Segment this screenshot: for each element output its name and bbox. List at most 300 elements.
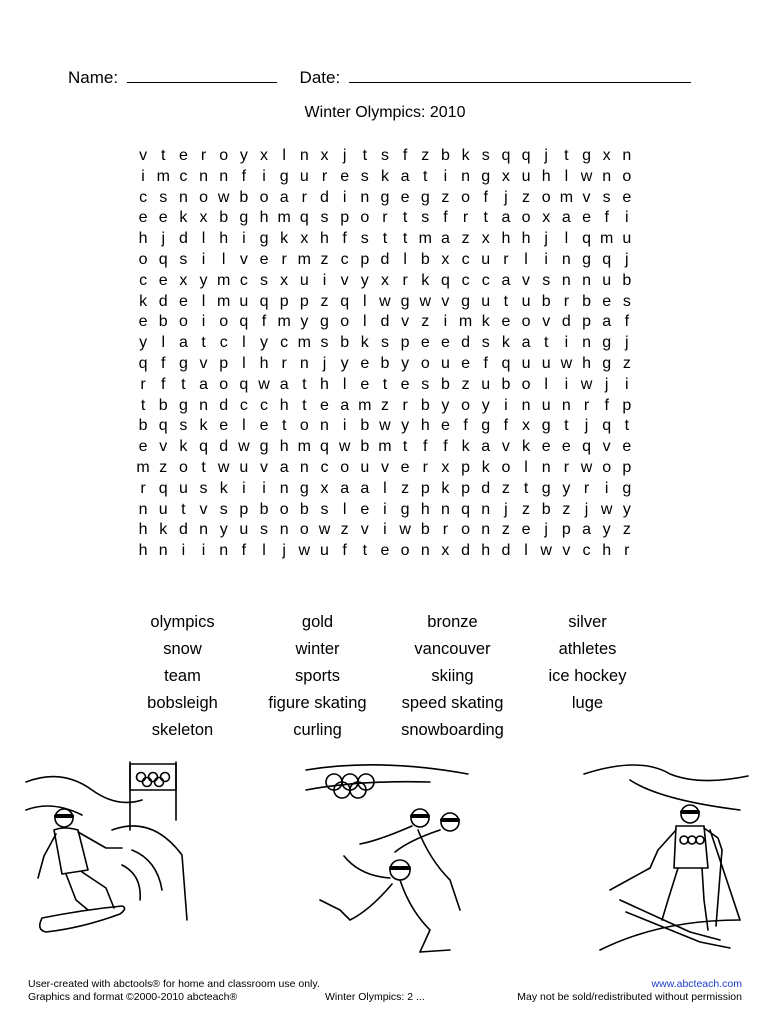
grid-letter[interactable]: v — [139, 147, 148, 164]
grid-letter[interactable]: b — [541, 500, 551, 518]
grid-letter[interactable]: v — [199, 354, 208, 372]
grid-letter[interactable]: q — [158, 479, 168, 497]
grid-letter[interactable]: n — [582, 334, 591, 352]
grid-letter[interactable]: q — [501, 354, 511, 372]
grid-letter[interactable]: e — [340, 167, 350, 185]
grid-letter[interactable]: e — [259, 250, 269, 268]
grid-letter[interactable]: j — [604, 375, 609, 393]
grid-letter[interactable]: z — [501, 479, 510, 497]
grid-letter[interactable]: q — [602, 250, 612, 268]
grid-letter[interactable]: j — [322, 354, 327, 372]
grid-letter[interactable]: h — [541, 167, 551, 185]
grid-letter[interactable]: y — [602, 521, 611, 539]
grid-letter[interactable]: b — [440, 375, 450, 393]
grid-letter[interactable]: a — [400, 167, 410, 185]
grid-letter[interactable]: j — [584, 417, 589, 435]
grid-letter[interactable]: s — [260, 271, 269, 289]
grid-letter[interactable]: w — [580, 375, 593, 393]
grid-letter[interactable]: f — [503, 417, 509, 435]
grid-letter[interactable]: a — [279, 458, 289, 476]
grid-letter[interactable]: l — [201, 230, 206, 248]
grid-letter[interactable]: l — [524, 458, 528, 476]
grid-letter[interactable]: k — [280, 230, 289, 248]
grid-letter[interactable]: t — [201, 458, 206, 476]
grid-letter[interactable]: e — [320, 396, 329, 414]
grid-letter[interactable]: i — [201, 250, 206, 268]
grid-letter[interactable]: x — [602, 147, 611, 164]
grid-letter[interactable]: x — [320, 479, 329, 497]
grid-letter[interactable]: q — [158, 417, 168, 435]
grid-letter[interactable]: s — [360, 167, 369, 185]
grid-letter[interactable]: a — [582, 521, 591, 539]
grid-letter[interactable]: e — [360, 375, 370, 393]
grid-letter[interactable]: t — [362, 147, 368, 164]
grid-letter[interactable]: z — [441, 188, 450, 206]
grid-letter[interactable]: c — [260, 396, 269, 414]
grid-letter[interactable]: x — [280, 271, 289, 289]
grid-letter[interactable]: l — [342, 375, 347, 393]
grid-letter[interactable]: u — [602, 271, 612, 289]
grid-letter[interactable]: b — [138, 417, 148, 435]
grid-letter[interactable]: a — [340, 479, 350, 497]
grid-letter[interactable]: t — [181, 375, 186, 393]
grid-letter[interactable]: k — [461, 147, 470, 164]
grid-letter[interactable]: f — [161, 354, 166, 372]
grid-letter[interactable]: y — [219, 521, 228, 539]
grid-letter[interactable]: y — [481, 396, 490, 414]
grid-letter[interactable]: m — [559, 188, 574, 206]
grid-letter[interactable]: j — [504, 188, 508, 206]
grid-letter[interactable]: w — [379, 417, 391, 435]
grid-letter[interactable]: g — [259, 438, 269, 456]
grid-letter[interactable]: c — [179, 167, 188, 185]
grid-letter[interactable]: j — [625, 334, 629, 352]
grid-letter[interactable]: a — [501, 209, 511, 227]
grid-letter[interactable]: t — [302, 375, 307, 393]
grid-letter[interactable]: y — [401, 417, 410, 435]
grid-letter[interactable]: g — [622, 479, 632, 497]
grid-letter[interactable]: f — [604, 396, 609, 414]
grid-letter[interactable]: u — [521, 292, 531, 310]
grid-letter[interactable]: z — [320, 292, 329, 310]
grid-letter[interactable]: p — [461, 458, 471, 476]
grid-letter[interactable]: z — [421, 313, 430, 331]
grid-letter[interactable]: y — [340, 354, 349, 372]
grid-letter[interactable]: j — [544, 230, 548, 248]
grid-letter[interactable]: t — [483, 209, 488, 227]
grid-letter[interactable]: r — [402, 271, 408, 289]
grid-letter[interactable]: e — [219, 417, 229, 435]
grid-letter[interactable]: n — [622, 147, 632, 164]
grid-letter[interactable]: h — [219, 230, 229, 248]
grid-letter[interactable]: c — [340, 250, 349, 268]
grid-letter[interactable]: b — [420, 250, 430, 268]
grid-letter[interactable]: c — [139, 188, 148, 206]
grid-letter[interactable]: q — [199, 438, 208, 456]
grid-letter[interactable]: t — [281, 417, 287, 435]
grid-letter[interactable]: g — [299, 479, 309, 497]
grid-letter[interactable]: b — [360, 417, 370, 435]
grid-letter[interactable]: y — [562, 479, 571, 497]
grid-letter[interactable]: p — [561, 521, 571, 539]
grid-letter[interactable]: w — [560, 354, 573, 372]
grid-letter[interactable]: x — [199, 209, 208, 227]
grid-letter[interactable]: a — [178, 334, 188, 352]
grid-letter[interactable]: o — [602, 458, 612, 476]
grid-letter[interactable]: c — [219, 334, 228, 352]
grid-letter[interactable]: a — [561, 209, 571, 227]
grid-letter[interactable]: s — [199, 479, 208, 497]
grid-letter[interactable]: n — [299, 458, 309, 476]
grid-letter[interactable]: s — [481, 334, 490, 352]
grid-letter[interactable]: a — [481, 438, 491, 456]
grid-letter[interactable]: l — [564, 230, 569, 248]
grid-letter[interactable]: o — [461, 521, 471, 539]
grid-letter[interactable]: n — [219, 542, 229, 560]
grid-letter[interactable]: m — [136, 458, 150, 476]
grid-letter[interactable]: l — [242, 354, 246, 372]
grid-letter[interactable]: m — [277, 313, 291, 331]
grid-letter[interactable]: n — [521, 396, 531, 414]
grid-letter[interactable]: z — [380, 396, 389, 414]
grid-letter[interactable]: v — [360, 521, 369, 539]
grid-letter[interactable]: r — [583, 396, 590, 414]
grid-letter[interactable]: f — [402, 147, 408, 164]
grid-letter[interactable]: h — [320, 375, 329, 393]
grid-letter[interactable]: n — [299, 354, 309, 372]
grid-letter[interactable]: u — [541, 396, 551, 414]
grid-letter[interactable]: z — [522, 188, 531, 206]
grid-letter[interactable]: w — [298, 542, 311, 560]
grid-letter[interactable]: z — [340, 521, 349, 539]
grid-letter[interactable]: r — [422, 458, 428, 476]
grid-letter[interactable]: e — [461, 354, 471, 372]
grid-letter[interactable]: e — [582, 209, 591, 227]
grid-letter[interactable]: i — [443, 313, 448, 331]
grid-letter[interactable]: x — [542, 209, 551, 227]
grid-letter[interactable]: n — [481, 500, 491, 518]
grid-letter[interactable]: g — [420, 188, 430, 206]
grid-letter[interactable]: c — [461, 250, 470, 268]
grid-letter[interactable]: o — [521, 375, 531, 393]
grid-letter[interactable]: b — [158, 396, 168, 414]
grid-letter[interactable]: r — [442, 521, 449, 539]
grid-letter[interactable]: c — [239, 271, 248, 289]
grid-letter[interactable]: i — [201, 542, 206, 560]
grid-letter[interactable]: a — [501, 271, 511, 289]
grid-letter[interactable]: i — [322, 271, 327, 289]
grid-letter[interactable]: b — [360, 438, 370, 456]
grid-letter[interactable]: g — [541, 479, 551, 497]
grid-letter[interactable]: w — [238, 438, 250, 456]
grid-letter[interactable]: e — [602, 292, 612, 310]
grid-letter[interactable]: k — [179, 209, 188, 227]
grid-letter[interactable]: h — [420, 500, 430, 518]
grid-letter[interactable]: s — [159, 188, 168, 206]
grid-letter[interactable]: r — [140, 375, 146, 393]
grid-letter[interactable]: p — [239, 500, 249, 518]
grid-letter[interactable]: s — [179, 417, 188, 435]
grid-letter[interactable]: z — [622, 354, 631, 372]
grid-letter[interactable]: x — [441, 542, 450, 560]
grid-letter[interactable]: d — [561, 313, 571, 331]
grid-letter[interactable]: j — [342, 147, 347, 164]
grid-letter[interactable]: n — [178, 188, 188, 206]
grid-letter[interactable]: n — [279, 479, 289, 497]
grid-letter[interactable]: o — [259, 188, 269, 206]
grid-letter[interactable]: s — [622, 292, 631, 310]
grid-letter[interactable]: o — [420, 354, 430, 372]
grid-letter[interactable]: d — [178, 230, 188, 248]
grid-letter[interactable]: l — [524, 542, 528, 560]
grid-letter[interactable]: b — [440, 147, 450, 164]
grid-letter[interactable]: e — [380, 542, 390, 560]
grid-letter[interactable]: i — [342, 417, 347, 435]
grid-letter[interactable]: o — [501, 458, 511, 476]
grid-letter[interactable]: g — [481, 167, 491, 185]
name-blank[interactable] — [127, 70, 277, 83]
grid-letter[interactable]: b — [340, 334, 350, 352]
grid-letter[interactable]: u — [178, 479, 188, 497]
grid-letter[interactable]: w — [217, 458, 230, 476]
grid-letter[interactable]: t — [362, 542, 368, 560]
grid-letter[interactable]: x — [380, 271, 389, 289]
grid-letter[interactable]: h — [521, 230, 531, 248]
grid-letter[interactable]: m — [297, 438, 311, 456]
grid-letter[interactable]: m — [458, 313, 473, 331]
grid-letter[interactable]: n — [199, 396, 208, 414]
grid-letter[interactable]: k — [179, 438, 188, 456]
grid-letter[interactable]: t — [382, 230, 388, 248]
grid-letter[interactable]: s — [179, 250, 188, 268]
grid-letter[interactable]: s — [602, 188, 611, 206]
grid-letter[interactable]: o — [138, 250, 148, 268]
grid-letter[interactable]: o — [299, 521, 309, 539]
grid-letter[interactable]: e — [541, 438, 551, 456]
grid-letter[interactable]: n — [440, 500, 450, 518]
grid-letter[interactable]: l — [544, 375, 548, 393]
grid-letter[interactable]: o — [219, 375, 229, 393]
grid-letter[interactable]: z — [461, 375, 470, 393]
grid-letter[interactable]: q — [602, 417, 612, 435]
grid-letter[interactable]: a — [199, 375, 208, 393]
grid-letter[interactable]: n — [461, 167, 471, 185]
grid-letter[interactable]: z — [522, 500, 531, 518]
grid-letter[interactable]: o — [199, 188, 208, 206]
grid-letter[interactable]: d — [158, 292, 168, 310]
grid-letter[interactable]: t — [181, 500, 186, 518]
grid-letter[interactable]: q — [239, 313, 249, 331]
grid-letter[interactable]: g — [602, 334, 612, 352]
grid-letter[interactable]: e — [521, 521, 531, 539]
grid-letter[interactable]: e — [158, 209, 168, 227]
grid-letter[interactable]: w — [419, 292, 432, 310]
grid-letter[interactable]: e — [400, 458, 410, 476]
grid-letter[interactable]: l — [262, 542, 266, 560]
grid-letter[interactable]: o — [461, 188, 471, 206]
grid-letter[interactable]: c — [280, 334, 289, 352]
grid-letter[interactable]: s — [421, 375, 430, 393]
grid-letter[interactable]: z — [320, 250, 329, 268]
grid-letter[interactable]: x — [300, 230, 309, 248]
grid-letter[interactable]: n — [420, 542, 430, 560]
grid-letter[interactable]: u — [299, 167, 309, 185]
grid-letter[interactable]: u — [541, 354, 551, 372]
grid-letter[interactable]: i — [242, 230, 246, 248]
grid-letter[interactable]: h — [138, 542, 148, 560]
grid-letter[interactable]: w — [580, 167, 593, 185]
grid-letter[interactable]: e — [561, 438, 571, 456]
grid-letter[interactable]: n — [219, 167, 229, 185]
grid-letter[interactable]: g — [400, 500, 410, 518]
grid-letter[interactable]: n — [561, 396, 571, 414]
grid-letter[interactable]: t — [161, 147, 166, 164]
grid-letter[interactable]: a — [521, 334, 531, 352]
grid-letter[interactable]: e — [138, 209, 148, 227]
grid-letter[interactable]: v — [542, 313, 551, 331]
grid-letter[interactable]: r — [281, 354, 287, 372]
grid-letter[interactable]: x — [501, 167, 510, 185]
grid-letter[interactable]: k — [219, 479, 228, 497]
grid-letter[interactable]: z — [622, 521, 631, 539]
grid-letter[interactable]: v — [602, 438, 611, 456]
grid-letter[interactable]: b — [541, 292, 551, 310]
grid-letter[interactable]: k — [461, 438, 470, 456]
grid-letter[interactable]: m — [277, 209, 291, 227]
grid-letter[interactable]: g — [481, 417, 491, 435]
grid-letter[interactable]: k — [522, 438, 531, 456]
grid-letter[interactable]: e — [178, 292, 188, 310]
grid-letter[interactable]: a — [602, 313, 612, 331]
grid-letter[interactable]: e — [158, 271, 168, 289]
grid-letter[interactable]: x — [481, 230, 490, 248]
grid-letter[interactable]: k — [360, 334, 369, 352]
grid-letter[interactable]: i — [141, 167, 145, 185]
grid-letter[interactable]: v — [199, 500, 208, 518]
grid-letter[interactable]: o — [340, 458, 350, 476]
grid-letter[interactable]: b — [622, 271, 632, 289]
grid-letter[interactable]: l — [221, 250, 226, 268]
grid-letter[interactable]: j — [161, 230, 166, 248]
grid-letter[interactable]: w — [600, 500, 613, 518]
grid-letter[interactable]: q — [582, 230, 591, 248]
grid-letter[interactable]: q — [461, 500, 471, 518]
grid-letter[interactable]: j — [584, 500, 589, 518]
grid-letter[interactable]: c — [139, 271, 148, 289]
grid-letter[interactable]: g — [582, 147, 591, 164]
grid-letter[interactable]: s — [380, 334, 389, 352]
grid-letter[interactable]: f — [624, 313, 630, 331]
grid-letter[interactable]: v — [501, 438, 510, 456]
grid-letter[interactable]: d — [219, 438, 229, 456]
grid-letter[interactable]: e — [400, 375, 410, 393]
grid-letter[interactable]: a — [340, 396, 350, 414]
grid-letter[interactable]: e — [360, 500, 370, 518]
grid-letter[interactable]: w — [580, 458, 593, 476]
grid-letter[interactable]: s — [421, 209, 430, 227]
grid-letter[interactable]: v — [380, 458, 389, 476]
grid-letter[interactable]: f — [483, 354, 488, 372]
grid-letter[interactable]: q — [320, 438, 329, 456]
grid-letter[interactable]: n — [199, 167, 208, 185]
grid-letter[interactable]: n — [158, 542, 168, 560]
grid-letter[interactable]: b — [219, 209, 229, 227]
grid-letter[interactable]: e — [138, 313, 148, 331]
grid-letter[interactable]: r — [301, 188, 307, 206]
grid-letter[interactable]: h — [602, 542, 612, 560]
grid-letter[interactable]: g — [279, 167, 289, 185]
grid-letter[interactable]: n — [481, 521, 491, 539]
grid-letter[interactable]: e — [622, 188, 632, 206]
grid-letter[interactable]: i — [242, 479, 246, 497]
grid-letter[interactable]: o — [340, 313, 350, 331]
grid-letter[interactable]: b — [420, 396, 430, 414]
grid-letter[interactable]: i — [443, 167, 448, 185]
grid-letter[interactable]: l — [161, 334, 166, 352]
grid-letter[interactable]: t — [402, 438, 408, 456]
grid-letter[interactable]: q — [138, 354, 148, 372]
grid-letter[interactable]: h — [582, 354, 591, 372]
grid-letter[interactable]: i — [383, 500, 387, 518]
grid-letter[interactable]: m — [418, 230, 432, 248]
grid-letter[interactable]: o — [521, 313, 531, 331]
grid-letter[interactable]: j — [504, 500, 508, 518]
grid-letter[interactable]: y — [360, 271, 369, 289]
grid-letter[interactable]: r — [563, 292, 570, 310]
grid-letter[interactable]: y — [622, 500, 631, 518]
grid-letter[interactable]: n — [320, 417, 329, 435]
grid-letter[interactable]: l — [363, 313, 367, 331]
grid-letter[interactable]: r — [624, 542, 630, 560]
grid-letter[interactable]: s — [320, 209, 329, 227]
grid-letter[interactable]: t — [564, 147, 569, 164]
grid-letter[interactable]: r — [200, 147, 207, 164]
grid-letter[interactable]: p — [622, 396, 632, 414]
grid-letter[interactable]: f — [241, 542, 247, 560]
grid-letter[interactable]: d — [380, 313, 390, 331]
grid-letter[interactable]: n — [541, 458, 551, 476]
grid-letter[interactable]: b — [501, 375, 511, 393]
grid-letter[interactable]: i — [383, 521, 387, 539]
grid-letter[interactable]: u — [360, 458, 370, 476]
grid-letter[interactable]: e — [138, 438, 148, 456]
grid-letter[interactable]: j — [544, 521, 548, 539]
grid-letter[interactable]: k — [501, 334, 510, 352]
grid-letter[interactable]: b — [259, 500, 269, 518]
grid-letter[interactable]: c — [320, 458, 329, 476]
grid-letter[interactable]: f — [261, 313, 267, 331]
grid-letter[interactable]: f — [604, 209, 609, 227]
grid-letter[interactable]: i — [262, 479, 266, 497]
grid-letter[interactable]: f — [463, 417, 468, 435]
grid-letter[interactable]: w — [217, 188, 230, 206]
grid-letter[interactable]: h — [420, 417, 430, 435]
grid-letter[interactable]: j — [625, 250, 629, 268]
grid-letter[interactable]: p — [582, 313, 591, 331]
grid-letter[interactable]: p — [360, 250, 370, 268]
grid-letter[interactable]: w — [540, 542, 552, 560]
grid-letter[interactable]: o — [219, 313, 229, 331]
grid-letter[interactable]: y — [300, 313, 309, 331]
grid-letter[interactable]: t — [503, 292, 509, 310]
grid-letter[interactable]: v — [340, 271, 349, 289]
grid-letter[interactable]: i — [181, 542, 186, 560]
grid-letter[interactable]: u — [622, 230, 632, 248]
footer-website-link[interactable]: www.abcteach.com — [651, 978, 742, 990]
grid-letter[interactable]: m — [600, 230, 614, 248]
grid-letter[interactable]: p — [340, 209, 350, 227]
grid-letter[interactable]: m — [358, 396, 372, 414]
